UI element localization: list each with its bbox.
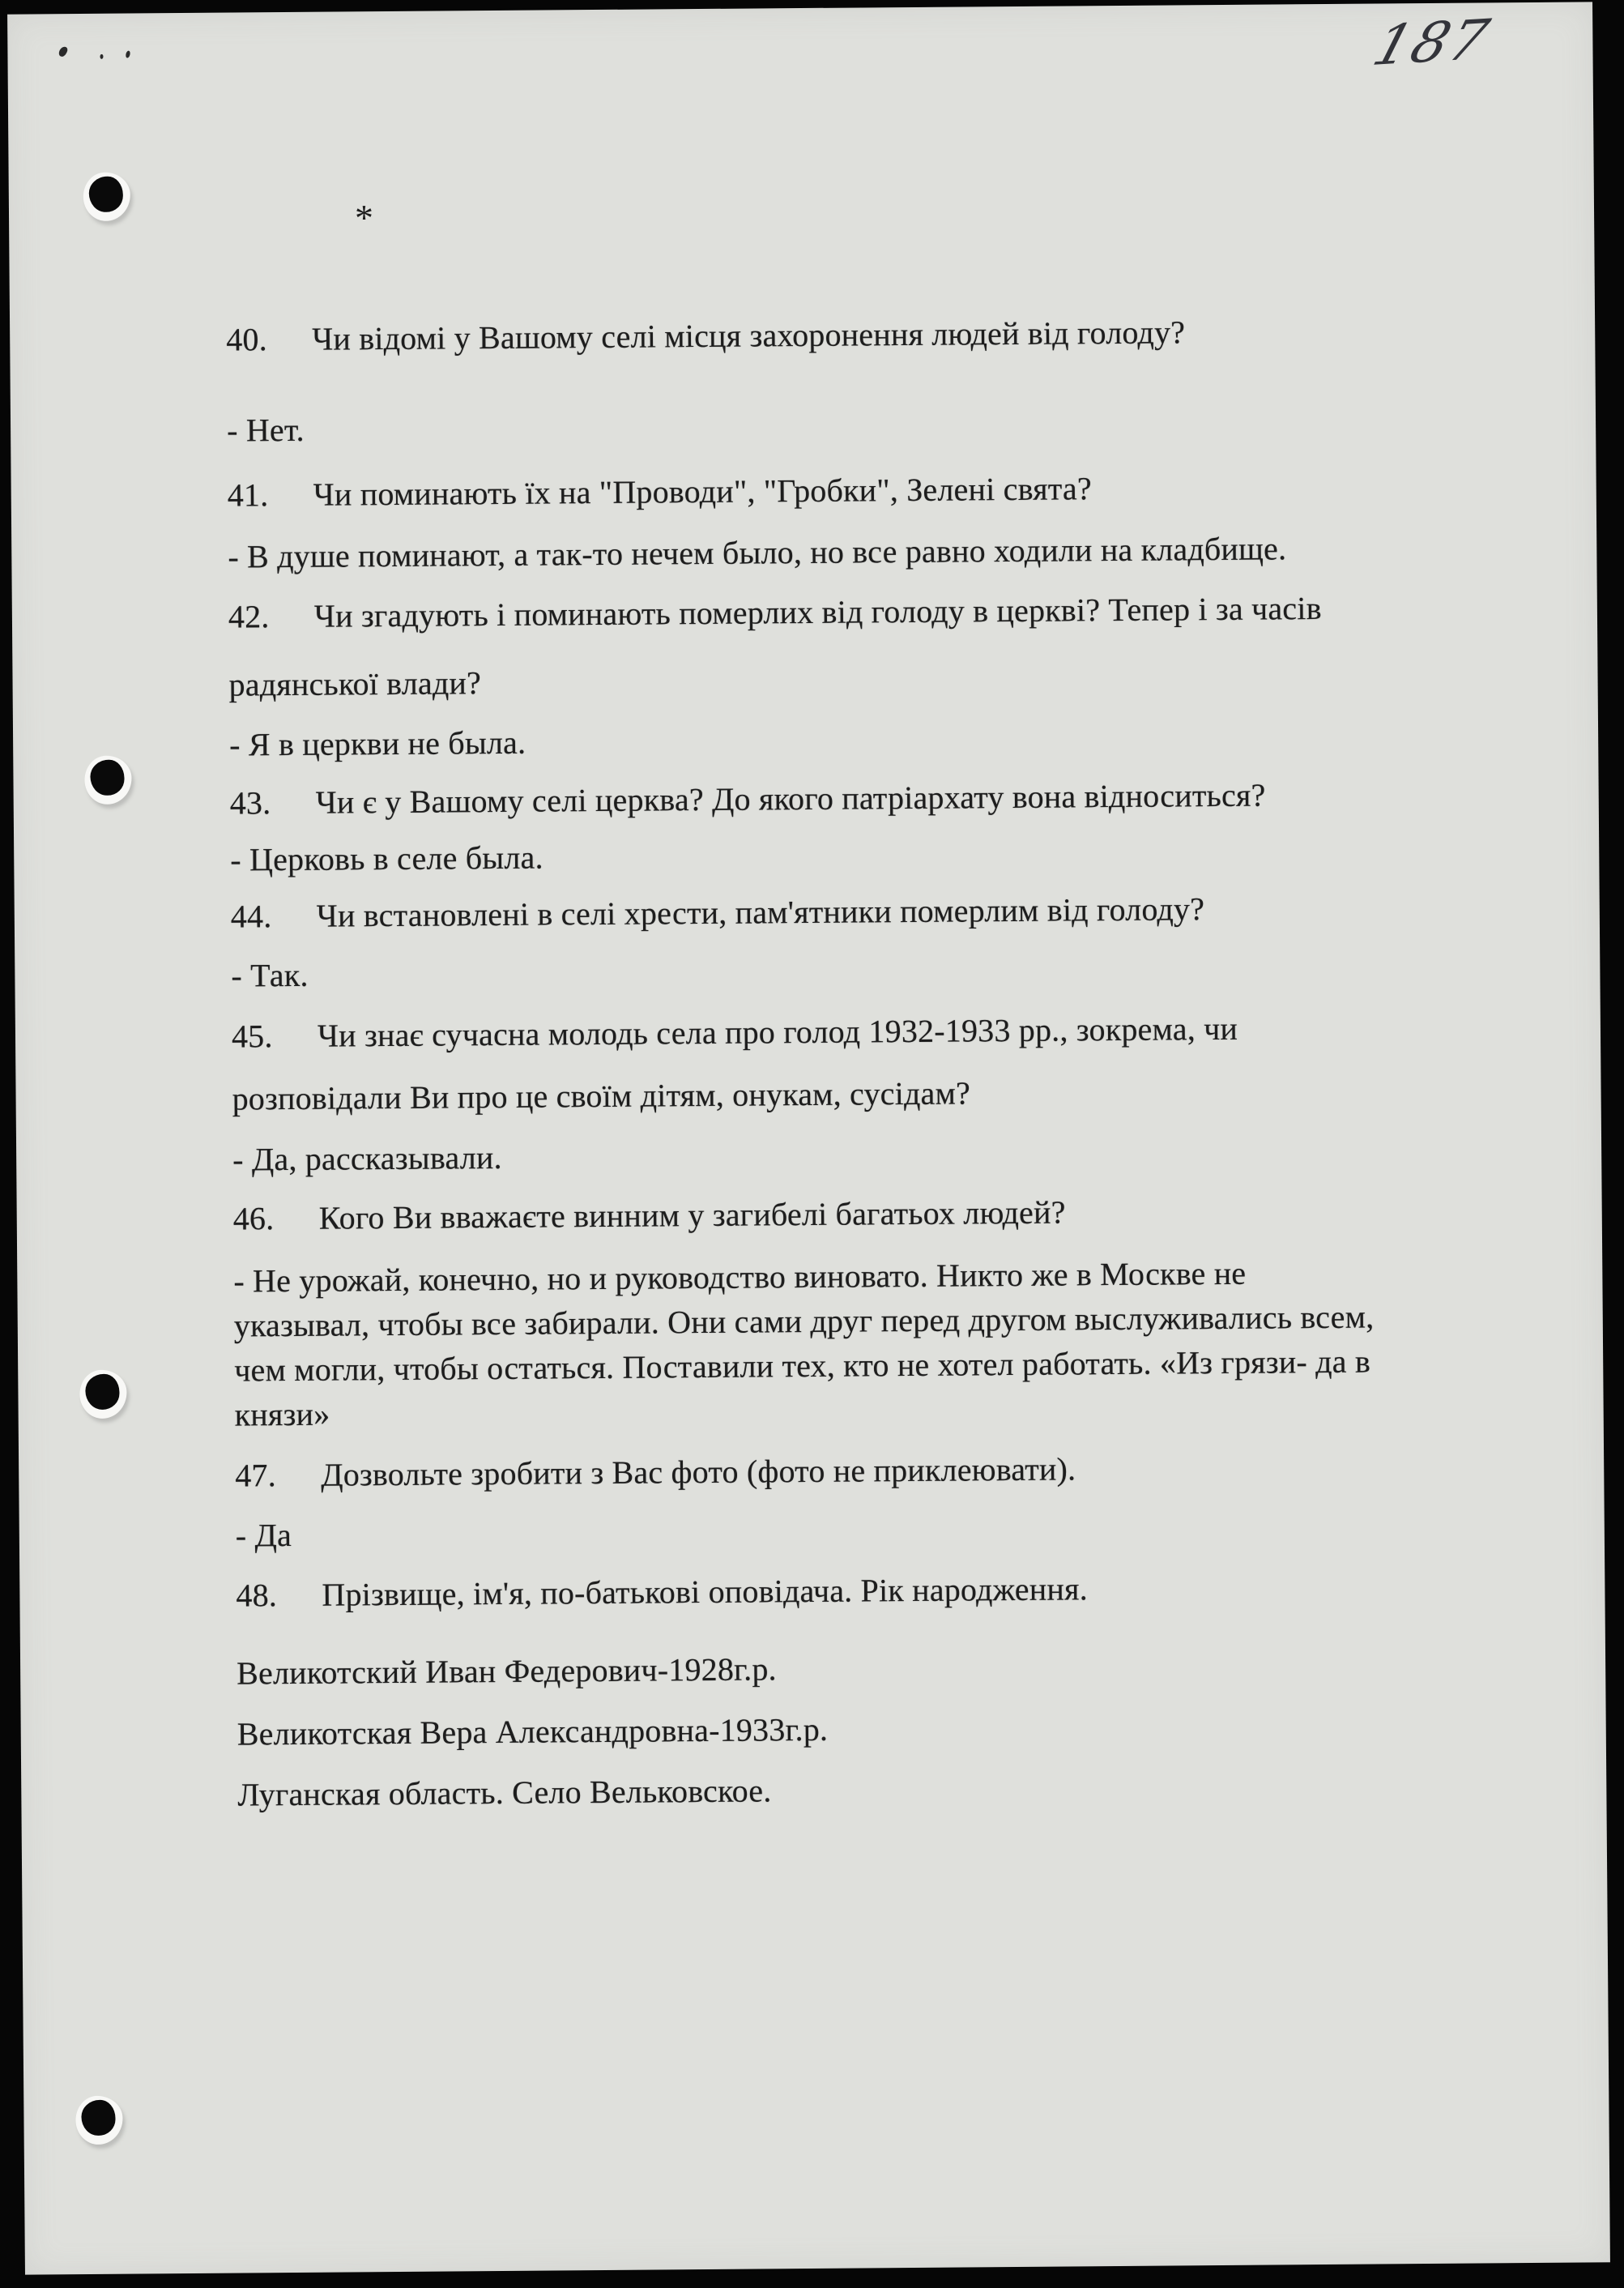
line-text: - Да [235, 1517, 292, 1554]
question-number: 43. [229, 784, 271, 822]
question-number: 48. [236, 1577, 278, 1614]
question-number: 44. [230, 898, 272, 935]
respondent-name-2 [237, 1705, 1501, 1752]
line-text: - Не урожай, конечно, но и руководство виновато. Никто же в Москве не [233, 1254, 1247, 1300]
question-line-46 [233, 1189, 1497, 1237]
question-line-43 [230, 774, 1494, 822]
respondent-location [237, 1765, 1501, 1813]
line-text: Чи знає сучасна молодь села про голод 1932-1933 рр., зокрема, чи [317, 1010, 1238, 1054]
line-text: Дозвольте зробити з Вас фото (фото не приклеювати). [321, 1450, 1076, 1493]
line-text: Чи є у Вашому селі церква? До якого патріархату вона відноситься? [315, 776, 1266, 821]
question-line-44 [231, 887, 1494, 935]
line-text: - Нет. [226, 411, 305, 449]
question-number: 41. [227, 476, 269, 514]
answer-line-41 [228, 527, 1491, 575]
question-line-47 [235, 1446, 1498, 1494]
question-line-40 [226, 310, 1490, 358]
line-text: - Я в церкви не была. [228, 724, 526, 763]
question-number: 45. [231, 1018, 273, 1055]
line-text: князи» [234, 1395, 330, 1433]
answer-line-46-2 [234, 1296, 1498, 1344]
line-text: - Церковь в селе была. [230, 839, 543, 878]
respondent-name-1 [237, 1644, 1500, 1692]
line-text: радянської влади? [228, 664, 482, 703]
line-text: - Так. [231, 956, 309, 994]
question-line-41 [228, 466, 1491, 514]
question-number: 46. [232, 1200, 275, 1237]
question-line-42 [228, 587, 1492, 635]
line-text: розповідали Ви про це своїм дітям, онукам, сусідам? [232, 1074, 971, 1117]
line-text: Чи згадують і поминають померлих від голоду в церкві? Тепер і за часів [313, 590, 1322, 634]
asterisk-mark: * [354, 197, 374, 239]
answer-line-46-1 [233, 1252, 1497, 1300]
question-line-42-cont [228, 655, 1492, 703]
question-line-45 [232, 1007, 1495, 1055]
question-line-48 [236, 1566, 1499, 1614]
answer-line-42 [229, 715, 1493, 763]
question-line-45-cont [232, 1069, 1495, 1117]
paper-sheet [7, 2, 1610, 2274]
line-text: Великотский Иван Федерович-1928г.р. [236, 1650, 777, 1692]
question-number: 42. [228, 598, 270, 635]
line-text: - Да, рассказывали. [232, 1138, 502, 1178]
line-text: Великотская Вера Александровна-1933г.р. [237, 1710, 829, 1752]
answer-line-46-4 [234, 1385, 1498, 1433]
line-text: чем могли, чтобы остаться. Поставили тех, кто не хотел работать. «Из грязи- да в [234, 1342, 1371, 1389]
answer-line-44 [231, 946, 1494, 994]
answer-line-46-3 [234, 1341, 1498, 1389]
line-text: Луганская область. Село Вельковское. [237, 1772, 772, 1813]
line-text: указывал, чтобы все забирали. Они сами друг перед другом выслуживались всем, [233, 1298, 1375, 1344]
answer-line-43 [230, 830, 1494, 878]
line-text: - В душе поминают, а так-то нечем было, но все равно ходили на кладбище. [228, 530, 1287, 575]
line-text: Чи встановлені в селі хрести, пам'ятники померлим від голоду? [316, 890, 1205, 934]
answer-line-45 [232, 1130, 1496, 1178]
line-text: Чи відомі у Вашому селі місця захоронення людей від голоду? [312, 314, 1186, 357]
answer-line-47 [236, 1506, 1499, 1554]
line-text: Чи поминають їх на "Проводи", "Гробки", Зелені свята? [313, 470, 1092, 513]
typewritten-text-block [7, 2, 1610, 2274]
question-number: 40. [226, 321, 268, 358]
answer-line-40 [227, 401, 1490, 449]
line-text: Прізвище, ім'я, по-батькові оповідача. Рік народження. [322, 1570, 1088, 1613]
handwritten-page-number: 187 [1366, 7, 1498, 79]
question-number: 47. [235, 1457, 277, 1494]
line-text: Кого Ви вважаєте винним у загибелі багатьох людей? [318, 1193, 1066, 1236]
